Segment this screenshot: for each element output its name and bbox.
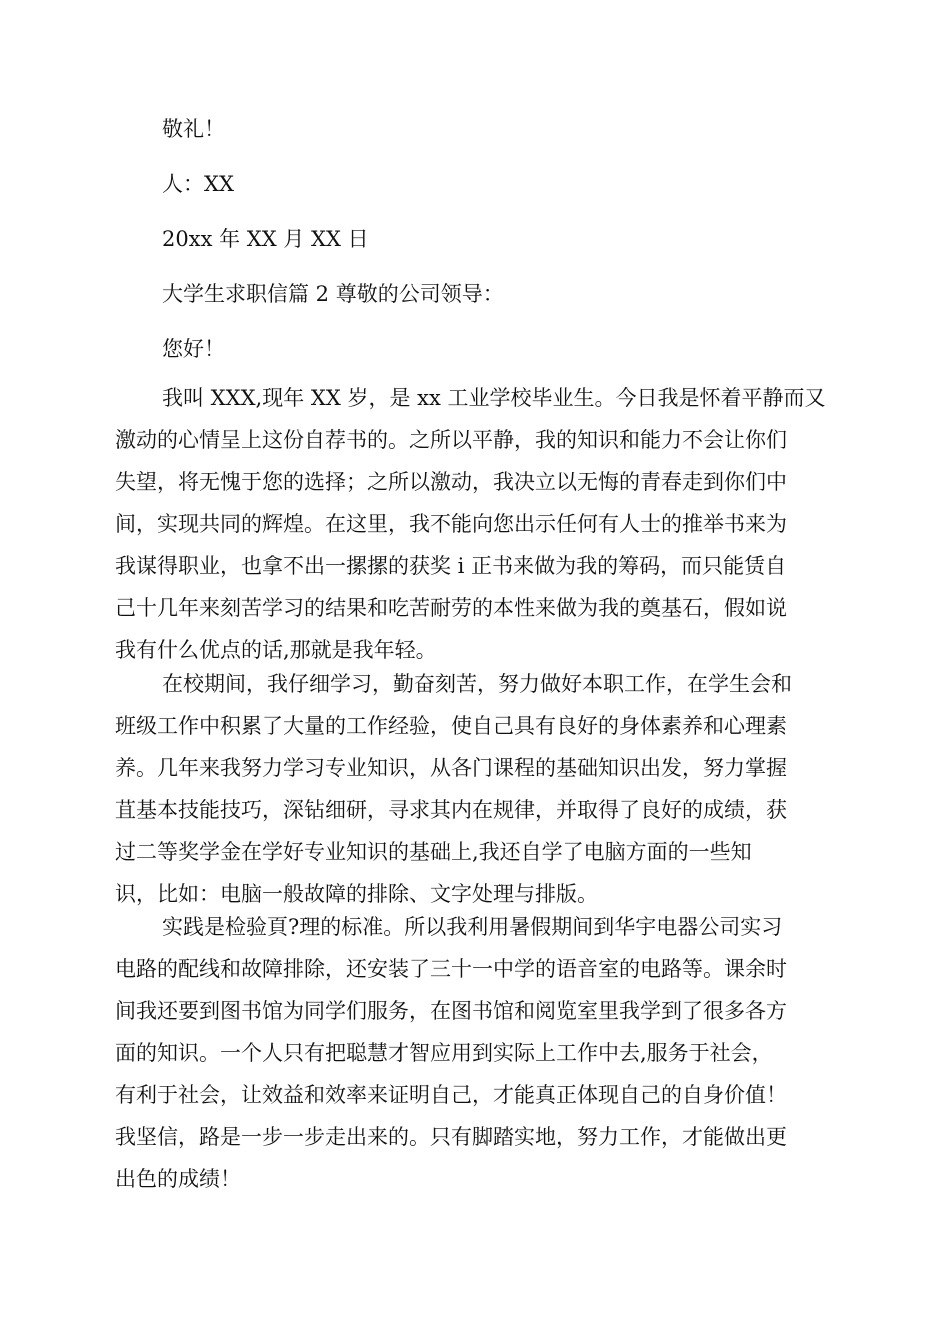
paragraph-line: 出色的成绩！ [115,1167,241,1191]
signer-line: 人：XX [162,172,234,196]
paragraph-line: 间，实现共同的辉煌。在这里，我不能向您出示任何有人士的推举书来为 [115,512,787,536]
paragraph-line: 电路的配线和故障排除，还安装了三十一中学的语音室的电路等。课余时 [115,957,787,981]
paragraph-line: 在校期间，我仔细学习，勤奋刻苦，努力做好本职工作，在学生会和 [162,672,792,696]
date-line: 20xx 年 XX 月 XX 日 [162,227,369,251]
paragraph-line: 间我还要到图书馆为同学们服务，在图书馆和阅览室里我学到了很多各方 [115,999,787,1023]
paragraph-practice [115,906,855,1200]
paragraph-line: 失望，将无愧于您的选择；之所以激动，我决立以无悔的青春走到你们中 [115,470,787,494]
paragraph-school [115,663,855,915]
paragraph-line: 激动的心情呈上这份自荐书的。之所以平静，我的知识和能力不会让你们 [115,428,787,452]
paragraph-line: 苴基本技能技巧，深钻细研，寻求其内在规律，并取得了良好的成绩，获 [115,798,787,822]
paragraph-line: 班级工作中积累了大量的工作经验，使自己具有良好的身体素养和心理素 [115,714,787,738]
paragraph-line: 己十几年来刻苦学习的结果和吃苦耐劳的本性来做为我的奠基石，假如说 [115,596,787,620]
paragraph-intro [115,377,855,671]
paragraph-line: 面的知识。一个人只有把聪慧才智应用到实际上工作中去,服务于社会， [115,1041,773,1065]
paragraph-line: 我坚信，路是一步一步走出来的。只有脚踏实地，努力工作，才能做出更 [115,1125,787,1149]
paragraph-line: 我谋得职业，也拿不出一摞摞的获奖 i 正书来做为我的筹码，而只能赁自 [115,554,787,578]
paragraph-line: 有利于社会，让效益和效率来证明自己，才能真正体现自己的自身价值！ [115,1083,787,1107]
paragraph-line: 实践是检验頁?理的标准。所以我利用暑假期间到华宇电器公司实习 [162,915,783,939]
paragraph-line: 过二等奖学金在学好专业知识的基础上,我还自学了电脑方面的一些知 [115,840,752,864]
paragraph-line: 识，比如：电脑一般故障的排除、文字处理与排版。 [115,882,598,906]
paragraph-line: 养。几年来我努力学习专业知识，从各门课程的基础知识出发，努力掌握 [115,756,787,780]
paragraph-line: 我有什么优点的话,那就是我年轻。 [115,638,437,662]
closing-salute: 敬礼！ [162,117,225,141]
letter-heading: 大学生求职信篇 2 尊敬的公司领导： [162,282,504,306]
paragraph-line: 我叫 XXX,现年 XX 岁，是 xx 工业学校毕业生。今日我是怀着平静而又 [162,386,826,410]
greeting: 您好！ [162,337,225,361]
